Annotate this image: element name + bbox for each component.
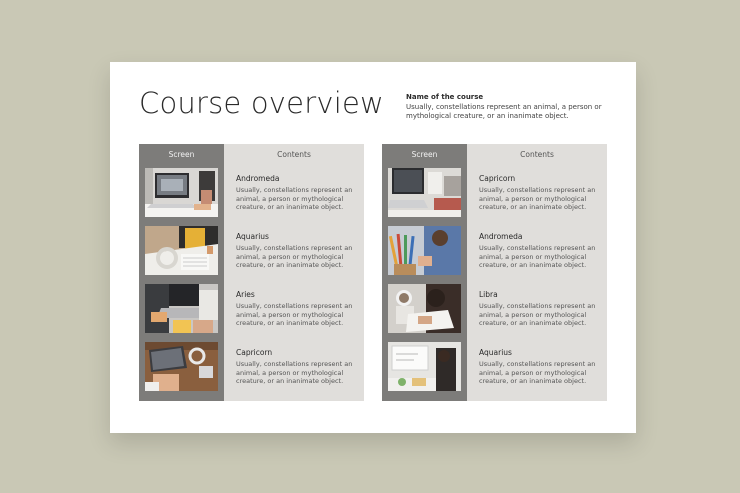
item-title: Libra [479, 290, 498, 299]
list-item [236, 348, 361, 386]
item-title: Capricorn [479, 174, 516, 183]
item-description: Usually, constellations represent an animal, a person or mythological creature, or an inanimate object. [236, 360, 353, 385]
item-title: Aquarius [479, 348, 512, 357]
screen-column [382, 144, 467, 401]
page-title: Course overview [139, 86, 384, 120]
course-overview-card [110, 62, 636, 433]
list-item [479, 174, 604, 212]
contents-column [467, 144, 607, 401]
contents-column [224, 144, 364, 401]
contents-column-header: Contents [520, 150, 554, 159]
monitor-office-photo [388, 168, 461, 217]
list-item [479, 290, 604, 328]
item-description: Usually, constellations represent an animal, a person or mythological creature, or an inanimate object. [479, 186, 596, 211]
screen-column-header: Screen [168, 150, 195, 159]
teacher-whiteboard-photo [388, 342, 461, 391]
list-item [236, 232, 361, 270]
item-description: Usually, constellations represent an animal, a person or mythological creature, or an inanimate object. [236, 244, 353, 269]
headphones-notebook-photo [145, 226, 218, 275]
laptop-desk-photo [145, 168, 218, 217]
list-item [236, 174, 361, 212]
student-pencils-photo [388, 226, 461, 275]
item-description: Usually, constellations represent an animal, a person or mythological creature, or an inanimate object. [479, 360, 596, 385]
item-description: Usually, constellations represent an animal, a person or mythological creature, or an inanimate object. [479, 302, 596, 327]
item-description: Usually, constellations represent an animal, a person or mythological creature, or an inanimate object. [479, 244, 596, 269]
course-table-right [382, 144, 607, 401]
item-title: Andromeda [236, 174, 280, 183]
student-headphones-photo [388, 284, 461, 333]
contents-column-header: Contents [277, 150, 311, 159]
course-name: Name of the course [406, 93, 484, 101]
course-table-left [139, 144, 364, 401]
item-title: Capricorn [236, 348, 273, 357]
item-title: Aries [236, 290, 255, 299]
list-item [236, 290, 361, 328]
item-title: Andromeda [479, 232, 523, 241]
item-title: Aquarius [236, 232, 269, 241]
typing-laptop-photo [145, 284, 218, 333]
course-description: Usually, constellations represent an animal, a person or mythological creature, or an inanimate object. [406, 103, 602, 120]
list-item [479, 348, 604, 386]
item-description: Usually, constellations represent an animal, a person or mythological creature, or an inanimate object. [236, 302, 353, 327]
list-item [479, 232, 604, 270]
item-description: Usually, constellations represent an animal, a person or mythological creature, or an inanimate object. [236, 186, 353, 211]
screen-column-header: Screen [411, 150, 438, 159]
laptop-headphones-desk-photo [145, 342, 218, 391]
screen-column [139, 144, 224, 401]
